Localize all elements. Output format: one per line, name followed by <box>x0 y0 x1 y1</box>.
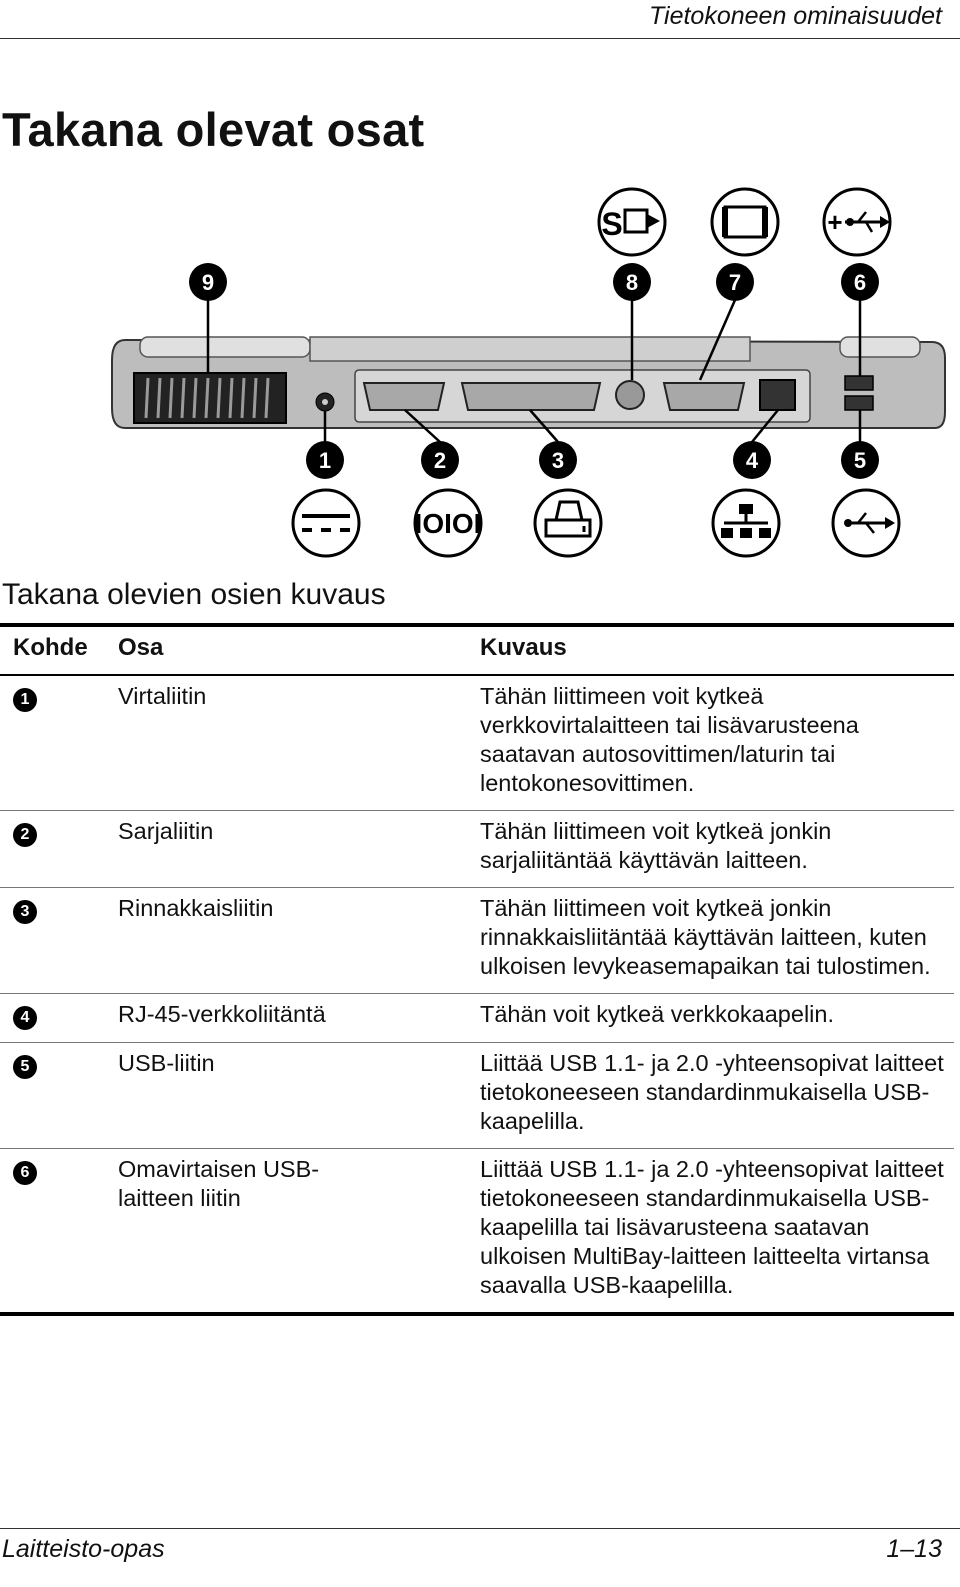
item-number: 3 <box>13 900 37 924</box>
page-number: 1–13 <box>886 1535 942 1563</box>
page-title: Takana olevat osat <box>2 103 425 156</box>
callout-4 <box>733 441 771 479</box>
part-description: Tähän liittimeen voit kytkeä verkkovirtalaitteen tai lisävarusteena saatavan autosovittimen/laturin tai lentokonesovittimen. <box>480 683 859 796</box>
part-description: Liittää USB 1.1- ja 2.0 -yhteensopivat laitteet tietokoneeseen standardinmukaisella USB-kaapelilla tai lisävarusteena saatavan ulkoisen MultiBay-laitteen laitteelta virtansa saavalla USB-kaapelilla. <box>480 1156 944 1298</box>
s-video-icon <box>599 189 665 255</box>
power-icon <box>293 490 359 556</box>
section-title: Takana olevien osien kuvaus <box>2 578 386 611</box>
part-description: Tähän voit kytkeä verkkokaapelin. <box>480 1001 834 1027</box>
callout-5 <box>841 441 879 479</box>
powered-usb-port <box>845 376 873 390</box>
parallel-port <box>462 383 600 410</box>
item-number: 2 <box>13 823 37 847</box>
svg-text:IOIOI: IOIOI <box>414 508 482 539</box>
monitor-port <box>664 383 744 410</box>
callout-7 <box>716 263 754 301</box>
parallel-icon <box>535 490 601 556</box>
part-name: USB-liitin <box>118 1050 215 1076</box>
part-name: Sarjaliitin <box>118 818 214 844</box>
callout-2-label: 2 <box>433 448 447 473</box>
part-name: Rinnakkaisliitin <box>118 895 274 921</box>
components-table <box>0 623 954 1316</box>
serial-icon <box>415 490 482 556</box>
item-number: 4 <box>13 1006 37 1030</box>
table-row <box>0 994 954 1042</box>
header-item: Kohde <box>13 634 88 661</box>
serial-port <box>364 383 444 410</box>
powered-usb-icon <box>824 189 890 255</box>
callout-1 <box>306 441 344 479</box>
callout-8-label: 8 <box>625 270 639 295</box>
table-row <box>0 1043 954 1148</box>
network-icon <box>713 490 779 556</box>
header-part: Osa <box>118 634 164 661</box>
header-description: Kuvaus <box>480 634 567 661</box>
footer-title: Laitteisto-opas <box>2 1535 165 1563</box>
part-description: Tähän liittimeen voit kytkeä jonkin sarjaliitäntää käyttävän laitteen. <box>480 818 832 873</box>
table-header-row <box>0 627 954 674</box>
item-number: 1 <box>13 688 37 712</box>
part-name: Virtaliitin <box>118 683 207 709</box>
table-bottom-rule <box>0 1312 954 1316</box>
footer-rule <box>0 1528 960 1529</box>
rj45-port <box>760 380 795 410</box>
table-row <box>0 676 954 810</box>
part-description: Liittää USB 1.1- ja 2.0 -yhteensopivat laitteet tietokoneeseen standardinmukaisella USB-kaapelilla. <box>480 1050 944 1134</box>
item-number: 6 <box>13 1161 37 1185</box>
header-rule <box>0 38 960 39</box>
callout-5-label: 5 <box>853 448 867 473</box>
part-name: Omavirtaisen USB-laitteen liitin <box>118 1156 320 1211</box>
svg-text:+: + <box>827 207 843 237</box>
callout-3-label: 3 <box>551 448 565 473</box>
vent-grille <box>134 373 286 423</box>
callout-1-label: 1 <box>318 448 332 473</box>
callout-8 <box>613 263 651 301</box>
running-header: Tietokoneen ominaisuudet <box>648 2 942 30</box>
part-name: RJ-45-verkkoliitäntä <box>118 1001 326 1027</box>
callout-9-label: 9 <box>201 270 215 295</box>
svg-text:S: S <box>601 206 623 242</box>
callout-3 <box>539 441 577 479</box>
callout-9 <box>189 263 227 301</box>
s-video-port <box>616 381 644 409</box>
rear-components-figure <box>0 180 960 580</box>
part-description: Tähän liittimeen voit kytkeä jonkin rinnakkaisliitäntää käyttävän laitteen, kuten ulkoisen levykeasemapaikan tai tulostimen. <box>480 895 931 979</box>
callout-2 <box>421 441 459 479</box>
callout-7-label: 7 <box>728 270 742 295</box>
callout-6 <box>841 263 879 301</box>
monitor-icon <box>712 189 778 255</box>
usb-icon <box>833 490 899 556</box>
callout-4-label: 4 <box>745 448 759 473</box>
callout-6-label: 6 <box>853 270 867 295</box>
usb-port <box>845 396 873 410</box>
table-row <box>0 811 954 887</box>
table-row <box>0 888 954 993</box>
item-number: 5 <box>13 1055 37 1079</box>
table-row <box>0 1149 954 1312</box>
